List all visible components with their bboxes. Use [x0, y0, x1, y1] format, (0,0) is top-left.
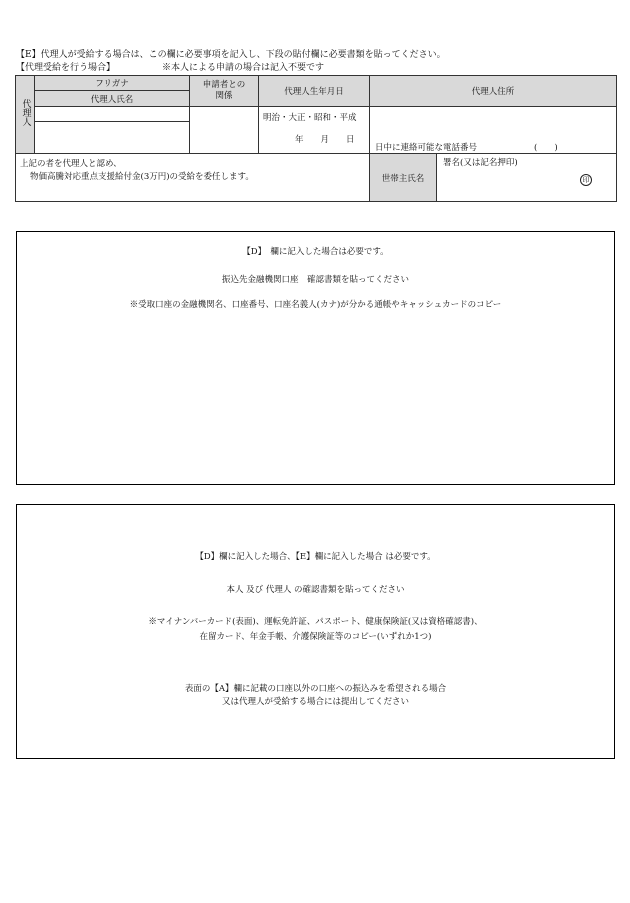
- relation-field[interactable]: [190, 107, 259, 154]
- box2-line3: ※マイナンバーカード(表面)、運転免許証、パスポート、健康保険証(又は資格確認書)、: [148, 617, 483, 627]
- relation-header: 申請者との関係: [190, 76, 259, 107]
- box2-line4: 在留カード、年金手帳、介護保険証等のコピー(いずれか1つ): [199, 632, 432, 642]
- agent-side-label: 代理人: [16, 76, 35, 154]
- furigana-header: フリガナ: [35, 76, 190, 91]
- date-ymd: 年 月 日: [295, 135, 355, 145]
- householder-label: 世帯主氏名: [370, 154, 437, 202]
- era-options: 明治・大正・昭和・平成: [263, 113, 357, 123]
- box2-line2: 本人 及び 代理人 の確認書類を貼ってください: [226, 585, 405, 595]
- address-field[interactable]: [370, 107, 617, 154]
- signature-label: 署名(又は記名押印): [443, 158, 518, 168]
- birth-field[interactable]: [259, 107, 370, 154]
- name-header: 代理人氏名: [35, 91, 190, 107]
- agent-name-field[interactable]: [35, 122, 190, 154]
- box1-line2: 振込先金融機関口座 確認書類を貼ってください: [221, 275, 409, 285]
- box2-line5: 表面の【A】欄に記載の口座以外の口座への振込みを希望される場合: [184, 684, 447, 694]
- delegation-text: 上記の者を代理人と認め、 物価高騰対応重点支援給付金(3万円)の受給を委任します。: [16, 154, 370, 202]
- seal-icon: 印: [580, 174, 592, 186]
- instruction-e: 【E】代理人が受給する場合は、この欄に必要事項を記入し、下段の貼付欄に必要書類を貼ってください。: [16, 50, 446, 60]
- box1-line3: ※受取口座の金融機関名、口座番号、口座名義人(カナ)が分かる通帳やキャッシュカードのコピー: [129, 300, 502, 310]
- proxy-label: 【代理受給を行う場合】: [16, 63, 116, 73]
- box2-line1: 【D】欄に記入した場合、【E】欄に記入した場合 は必要です。: [195, 552, 436, 562]
- address-header: 代理人住所: [370, 76, 617, 107]
- signature-field[interactable]: [437, 154, 617, 202]
- phone-label: 日中に連絡可能な電話番号: [375, 143, 478, 153]
- agent-table: [15, 75, 617, 202]
- furigana-field[interactable]: [35, 107, 190, 122]
- id-document-paste-area: [16, 504, 615, 759]
- box1-line1: 【D】 欄に記入した場合は必要です。: [242, 247, 389, 257]
- birth-header: 代理人生年月日: [259, 76, 370, 107]
- phone-paren: ( ): [534, 143, 558, 153]
- bank-document-paste-area: [16, 231, 615, 485]
- proxy-note: ※本人による申請の場合は記入不要です: [162, 63, 325, 73]
- box2-line6: 又は代理人が受給する場合には提出してください: [221, 697, 409, 707]
